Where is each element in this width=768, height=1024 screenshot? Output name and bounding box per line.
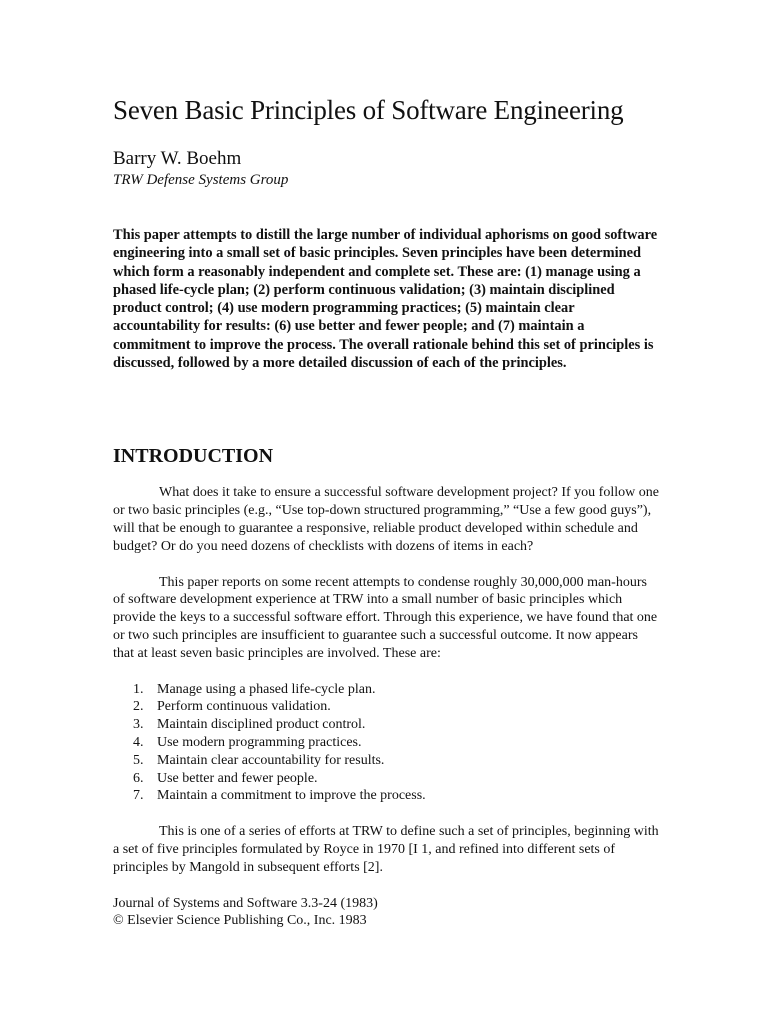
list-item-number: 3. — [133, 717, 144, 733]
intro-paragraph-2: This paper reports on some recent attempts to condense roughly 30,000,000 man-hours of software development experience at TRW into a small number of basic principles which provide the keys to a successful software effort. Through this experience, we have found that one or two such principles are insufficient to guarantee such a successful outcome. It now appears that at least seven basic principles are involved. These are: — [113, 574, 658, 661]
author-name: Barry W. Boehm — [113, 148, 242, 169]
journal-citation: Journal of Systems and Software 3.3-24 (1983) — [113, 895, 378, 911]
list-item-number: 1. — [133, 681, 144, 697]
section-heading-introduction: INTRODUCTION — [113, 445, 274, 468]
intro-paragraph-1: What does it take to ensure a successful software development project? If you follow one or two basic principles (e.g., “Use top-down structured programming,” “Use a few good guys”), will that be enough to guarantee a responsive, reliable product developed within schedule and budget? Or do you need dozens of checklists with dozens of items in each? — [113, 485, 659, 554]
footer — [113, 895, 661, 930]
list-item — [113, 787, 661, 805]
paper-title: Seven Basic Principles of Software Engineering — [113, 95, 624, 125]
list-item — [113, 698, 661, 716]
list-item-number: 5. — [133, 752, 144, 768]
list-item-text: Use modern programming practices. — [157, 734, 362, 750]
intro-paragraph-3: This is one of a series of efforts at TRW to define such a set of principles, beginning with a set of five principles formulated by Royce in 1970 [I 1, and refined into different sets of principles by Mangold in subsequent efforts [2]. — [113, 824, 659, 875]
list-item-text: Maintain a commitment to improve the process. — [157, 788, 426, 804]
list-item — [113, 734, 661, 752]
list-item — [113, 752, 661, 770]
author-affiliation: TRW Defense Systems Group — [113, 172, 289, 188]
paper-page — [113, 92, 661, 930]
list-item-text: Manage using a phased life-cycle plan. — [157, 681, 376, 697]
list-item — [113, 681, 661, 699]
list-item-number: 4. — [133, 734, 144, 750]
list-item — [113, 716, 661, 734]
list-item-number: 7. — [133, 788, 144, 804]
principles-list — [113, 681, 661, 806]
list-item-text: Maintain disciplined product control. — [157, 717, 366, 733]
abstract: This paper attempts to distill the large number of individual aphorisms on good software engineering into a small set of basic principles. Seven principles have been determined which form a reasonably independent and complete set. These are: (1) manage using a phased life-cycle plan; (2) perform continuous validation; (3) maintain disciplined product control; (4) use modern programming practices; (5) maintain clear accountability for results: (6) use better and fewer people; and (7) maintain a commitment to improve the process. The overall rationale behind this set of principles is discussed, followed by a more detailed discussion of each of the principles. — [113, 227, 658, 372]
list-item-text: Perform continuous validation. — [157, 699, 331, 715]
list-item-number: 2. — [133, 699, 144, 715]
list-item-text: Maintain clear accountability for results. — [157, 752, 385, 768]
copyright-notice: © Elsevier Science Publishing Co., Inc. 1983 — [113, 913, 367, 929]
list-item-text: Use better and fewer people. — [157, 770, 318, 786]
list-item — [113, 770, 661, 788]
list-item-number: 6. — [133, 770, 144, 786]
